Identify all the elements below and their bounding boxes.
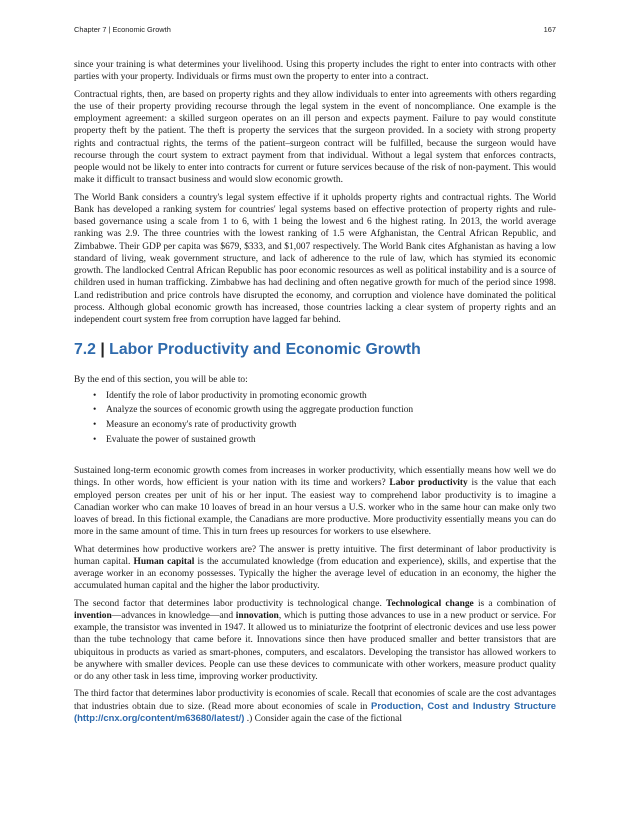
section-heading	[74, 340, 556, 360]
text-segment: , which is putting those advances to use in a new product or service. For example, the transistor was invented in 1947. It allowed us to miniaturize the footprint of electronic devices and use less power than the tube technology that came before it. Innovations since then have produced smaller and better transistors that are ubiquitous in products as varied as smart-phones, computers, and escalators. Developing the transistor has allowed workers to be anywhere with smaller devices. People can use these devices to communicate with other workers, measure product quality or do any other task in less time, improving worker productivity.	[74, 610, 556, 682]
paragraph-property-rights: since your training is what determines your livelihood. Using this property includes the right to enter into contracts with other parties with your property. Individuals or firms must own the property to enter into a contract.	[74, 60, 556, 83]
paragraph-economies-of-scale	[74, 688, 556, 725]
key-term-innovation: innovation	[235, 610, 279, 621]
text-segment: .) Consider again the case of the fictional	[246, 713, 402, 724]
section-separator: |	[100, 341, 105, 359]
paragraph-world-bank: The World Bank considers a country's legal system effective if it upholds property rights and contractual rights. The World Bank has developed a ranking system for countries' legal systems based on effective protection of property rights and rule-based governance using a scale from 1 to 6, with 1 being the lowest and 6 the highest rating. In 2013, the world average ranking was 2.9. The three countries with the lowest ranking of 1.5 were Afghanistan, the Central African Republic, and Zimbabwe. Their GDP per capita was $679, $333, and $1,007 respectively. The World Bank cites Afghanistan as having a low standard of living, weak government structure, and lack of adherence to the rule of law, which has stymied its economic growth. The landlocked Central African Republic has poor economic resources as well as political instability and is a source of children used in human trafficking. Zimbabwe has had declining and often negative growth for much of the period since 1998. Land redistribution and price controls have disrupted the economy, and corruption and violence have dominated the political process. Although global economic growth has increased, those countries lacking a clear system of property rights and an independent court system free from corruption have lagged far behind.	[74, 192, 556, 325]
page-number: 167	[543, 25, 556, 34]
objective-item: • Analyze the sources of economic growth using the aggregate production function	[106, 404, 556, 416]
text-segment: What determines how productive workers are? The answer is pretty intuitive. The first determinant of labor productivity is human capital.	[74, 544, 556, 567]
text-segment: —advances in knowledge—and	[111, 610, 234, 621]
production-cost-link[interactable]: Production, Cost and Industry Structure (http://cnx.org/content/m63680/latest/)	[74, 700, 556, 724]
key-term-labor-productivity: Labor productivity	[389, 478, 468, 489]
paragraph-labor-productivity	[74, 465, 556, 539]
section-number: 7.2	[74, 341, 96, 359]
key-term-human-capital: Human capital	[133, 556, 195, 567]
objective-item: • Measure an economy's rate of productivity growth	[106, 419, 556, 431]
page-content	[74, 59, 556, 730]
paragraph-human-capital	[74, 544, 556, 593]
text-segment: is the accumulated knowledge (from education and experience), skills, and expertise that the average worker in an economy possesses. Typically the higher the average level of education in an economy, the higher the accumulated human capital and the higher the labor productivity.	[74, 556, 557, 592]
paragraph-technological-change	[74, 598, 556, 684]
key-term-invention: invention	[74, 610, 112, 621]
key-term-technological-change: Technological change	[386, 598, 474, 609]
objective-item: • Identify the role of labor productivity in promoting economic growth	[106, 390, 556, 402]
text-segment: Sustained long-term economic growth comes from increases in worker productivity, which essentially means how well we do things. In other words, how efficient is your nation with its time and workers?	[74, 466, 556, 489]
text-segment: The third factor that determines labor productivity is economies of scale. Recall that economies of scale are the cost advantages that industries obtain due to size. (Read more about economies of scale in	[74, 689, 556, 712]
page-header	[74, 25, 556, 37]
objectives-intro: By the end of this section, you will be able to:	[74, 375, 248, 386]
section-title: Labor Productivity and Economic Growth	[109, 341, 421, 359]
objective-item: • Evaluate the power of sustained growth	[106, 434, 556, 446]
chapter-title: Chapter 7 | Economic Growth	[74, 25, 171, 34]
text-segment: is the value that each employed person creates per unit of his or her input. The easiest way to comprehend labor productivity is to imagine a Canadian worker who can make 10 loaves of bread in an hour versus a U.S. worker who in the same hour can make only two loaves of bread. In this fictional example, the Canadians are more productive. More productivity essentially means you can do more in the same amount of time. This in turn frees up resources for workers to use elsewhere.	[74, 478, 557, 538]
objectives-list	[74, 390, 556, 447]
paragraph-contractual-rights: Contractual rights, then, are based on property rights and they allow individuals to enter into agreements with others regarding the use of their property providing recourse through the legal system in the event of noncompliance. One example is the employment agreement: a skilled surgeon operates on an ill person and expects payment. Failure to pay would constitute property theft by the patient. The theft is property the services that the surgeon provided. In a society with strong property rights and contractual rights, the terms of the patient–surgeon contract will be fulfilled, because the surgeon would have recourse through the court system to extract payment from that individual. Without a legal system that enforces contracts, people would not be likely to enter into contracts for current or future services because of the risk of non-payment. This would make it difficult to transact business and would slow economic growth.	[74, 89, 556, 186]
text-segment: is a combination of	[477, 598, 557, 609]
text-segment: The second factor that determines labor productivity is technological change.	[74, 598, 382, 609]
